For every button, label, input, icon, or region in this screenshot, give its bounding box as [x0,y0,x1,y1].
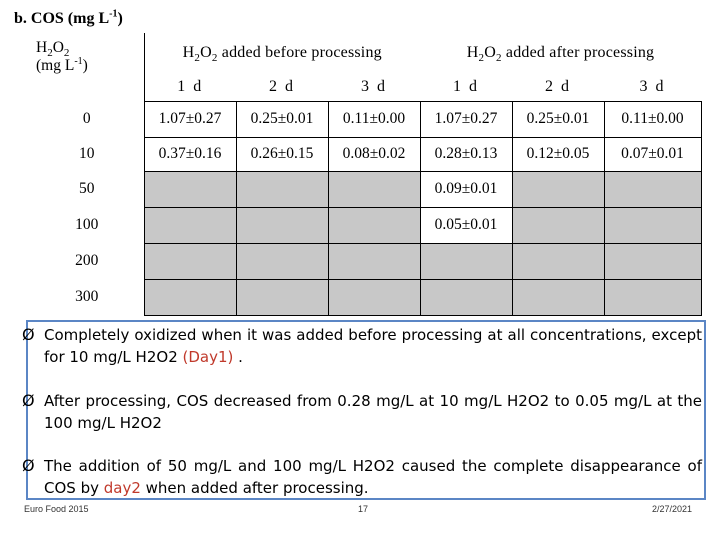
shaded-cell [328,243,420,279]
shaded-cell [512,279,604,315]
table-cell: 0.08±0.02 [328,137,420,171]
footer-conference: Euro Food 2015 [24,504,89,514]
table-cell: 0.25±0.01 [236,101,328,137]
table-row [30,243,701,279]
table-cell: 0.09±0.01 [420,171,512,207]
shaded-cell [144,279,236,315]
shaded-cell [328,279,420,315]
day-header: 3 d [639,77,666,95]
table-cell: 0.05±0.01 [420,207,512,243]
table-cell: 0.28±0.13 [420,137,512,171]
table-cell: 0.11±0.00 [604,101,701,137]
row-label: 10 [79,145,95,162]
table-cell: 0.37±0.16 [144,137,236,171]
day-header: 3 d [361,77,387,95]
shaded-cell [604,171,701,207]
table-row [30,279,701,315]
shaded-cell [512,243,604,279]
shaded-cell [236,171,328,207]
h2o2-column-header: $H_2O_2$ (mg $L^{-1}$) [30,33,144,101]
bullet-note: Ø After processing, COS decreased from 0.28 mg/L at 10 mg/L H2O2 to 0.05 mg/L at the 100 mg/L H2O2 [22,391,702,432]
table-cell: 0.11±0.00 [328,101,420,137]
arrow-bullet-icon: Ø [22,325,35,344]
day-header: 2 d [545,77,571,95]
shaded-cell [604,279,701,315]
shaded-cell [236,243,328,279]
row-label: 300 [75,288,99,305]
table-row [30,101,701,137]
cos-table [30,33,702,316]
slide-title: b. COS (mg $L^{-1}$) [14,8,123,27]
table-row [30,171,701,207]
bullet-note: Ø Completely oxidized when it was added before processing at all concentrations, except for 10 mg/L H2O2 (Day1) . [22,325,702,366]
table-row [30,137,701,171]
shaded-cell [604,207,701,243]
day-header: 1 d [453,77,479,95]
row-label: 200 [75,252,99,269]
table-cell: 0.26±0.15 [236,137,328,171]
arrow-bullet-icon: Ø [22,391,35,410]
table-cell: 0.07±0.01 [604,137,701,171]
footer-date: 2/27/2021 [652,504,693,514]
shaded-cell [144,171,236,207]
shaded-cell [328,207,420,243]
group-header-before: $H_2O_2$ added before processing [182,44,382,65]
day-header: 1 d [177,77,204,95]
shaded-cell [144,207,236,243]
shaded-cell [144,243,236,279]
bullet-note: Ø The addition of 50 mg/L and 100 mg/L H2O2 caused the complete disappearance of COS by day2 when added after processing. [22,456,702,497]
table-cell: 1.07±0.27 [420,101,512,137]
arrow-bullet-icon: Ø [22,456,35,475]
table-cell: 0.12±0.05 [512,137,604,171]
shaded-cell [420,279,512,315]
shaded-cell [604,243,701,279]
row-label: 0 [82,110,91,127]
shaded-cell [236,207,328,243]
shaded-cell [328,171,420,207]
shaded-cell [236,279,328,315]
footer-page-number: 17 [358,504,369,514]
row-label: 50 [79,180,95,197]
group-header-after: $H_2O_2$ added after processing [466,44,655,65]
shaded-cell [512,171,604,207]
table-row [30,207,701,243]
shaded-cell [512,207,604,243]
table-cell: 0.25±0.01 [512,101,604,137]
shaded-cell [420,243,512,279]
table-cell: 1.07±0.27 [144,101,236,137]
row-label: 100 [75,216,99,233]
day-header: 2 d [269,77,295,95]
